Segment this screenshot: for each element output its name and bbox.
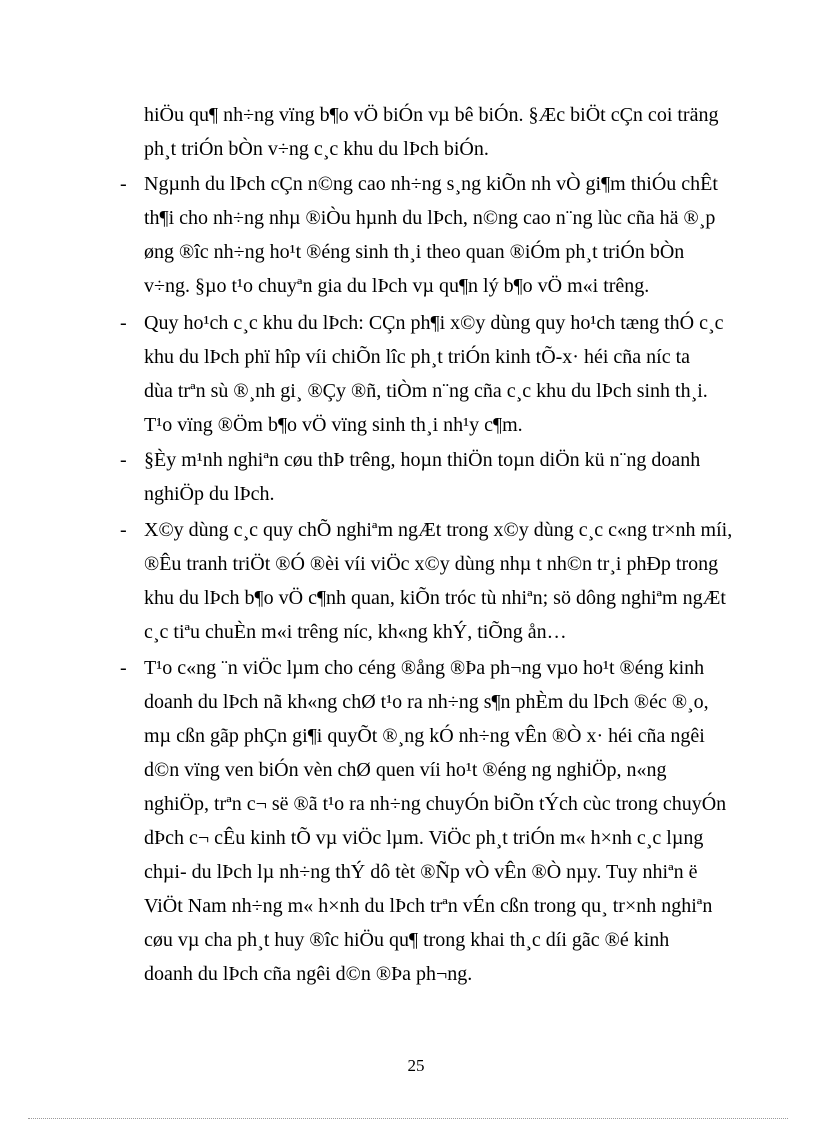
bottom-divider	[28, 1118, 788, 1119]
list-item-line: doanh du lÞch nã kh«ng chØ t¹o ra nh÷ng s¶n phÈm du lÞch ®éc ®¸o,	[144, 691, 709, 713]
list-item-line: nghiÖp du lÞch.	[144, 483, 275, 505]
list-item-line: v÷ng. §µo t¹o chuyªn gia du lÞch vµ qu¶n lý b¶o vÖ m«i trêng.	[144, 275, 650, 297]
list-item-line: ®Êu tranh triÖt ®Ó ®èi víi viÖc x©y dùng nhµ t nh©n tr¸i phÐp trong	[144, 553, 719, 575]
paragraph-line: ph¸t triÓn bÒn v÷ng c¸c khu du lÞch biÓn.	[144, 138, 489, 160]
list-item-line: §Èy m¹nh nghiªn cøu thÞ trêng, hoµn thiÖn toµn diÖn kü n¨ng doanh	[144, 449, 701, 471]
bullet-marker: -	[120, 519, 127, 541]
list-item-line: Ngµnh du lÞch cÇn n©ng cao nh÷ng s¸ng kiÕn nh vÒ gi¶m thiÓu chÊt	[144, 173, 718, 195]
list-item-line: dùa trªn sù ®¸nh gi¸ ®Çy ®ñ, tiÒm n¨ng cña c¸c khu du lÞch sinh th¸i.	[144, 380, 708, 402]
bullet-marker: -	[120, 657, 127, 679]
list-item-line: d©n vïng ven biÓn vèn chØ quen víi ho¹t ®éng ng nghiÖp, n«ng	[144, 759, 667, 781]
list-item-line: khu du lÞch phï hîp víi chiÕn lîc ph¸t triÓn kinh tÕ-x· héi cña níc ta	[144, 346, 691, 368]
list-item-line: cøu vµ cha ph¸t huy ®îc hiÖu qu¶ trong khai th¸c díi gãc ®é kinh	[144, 929, 670, 951]
bullet-marker: -	[120, 312, 127, 334]
list-item-line: th¶i cho nh÷ng nhµ ®iÒu hµnh du lÞch, n©ng cao n¨ng lùc cña hä ®¸p	[144, 207, 716, 229]
list-item-line: c¸c tiªu chuÈn m«i trêng níc, kh«ng khÝ, tiÕng ån…	[144, 621, 567, 643]
list-item-line: doanh du lÞch cña ngêi d©n ®Þa ph¬ng.	[144, 963, 473, 985]
list-item-line: T¹o c«ng ¨n viÖc lµm cho céng ®ång ®Þa ph¬ng vµo ho¹t ®éng kinh	[144, 657, 705, 679]
list-item-line: khu du lÞch b¶o vÖ c¶nh quan, kiÕn tróc tù nhiªn; sö dông nghiªm ngÆt	[144, 587, 726, 609]
list-item-line: chµi- du lÞch lµ nh÷ng thÝ dô tèt ®Ñp vÒ vÊn ®Ò nµy. Tuy nhiªn ë	[144, 861, 698, 883]
list-item-line: nghiÖp, trªn c¬ së ®ã t¹o ra nh÷ng chuyÓn biÕn tÝch cùc trong chuyÓn	[144, 793, 727, 815]
list-item-line: X©y dùng c¸c quy chÕ nghiªm ngÆt trong x©y dùng c¸c c«ng tr×nh míi,	[144, 519, 733, 541]
list-item-line: mµ cßn gãp phÇn gi¶i quyÕt ®¸ng kÓ nh÷ng vÊn ®Ò x· héi cña ngêi	[144, 725, 705, 747]
paragraph-line: hiÖu qu¶ nh÷ng vïng b¶o vÖ biÓn vµ bê biÓn. §Æc biÖt cÇn coi träng	[144, 104, 719, 126]
list-item-line: øng ®îc nh÷ng ho¹t ®éng sinh th¸i theo quan ®iÓm ph¸t triÓn bÒn	[144, 241, 685, 263]
bullet-marker: -	[120, 173, 127, 195]
page-number: 25	[407, 1056, 425, 1075]
list-item-line: Quy ho¹ch c¸c khu du lÞch: CÇn ph¶i x©y dùng quy ho¹ch tæng thÓ c¸c	[144, 312, 724, 334]
list-item-line: dÞch c¬ cÊu kinh tÕ vµ viÖc lµm. ViÖc ph¸t triÓn m« h×nh c¸c lµng	[144, 827, 704, 849]
list-item-line: T¹o vïng ®Öm b¶o vÖ vïng sinh th¸i nh¹y c¶m.	[144, 414, 523, 436]
list-item-line: ViÖt Nam nh÷ng m« h×nh du lÞch trªn vÉn cßn trong qu¸ tr×nh nghiªn	[144, 895, 713, 917]
bullet-marker: -	[120, 449, 127, 471]
